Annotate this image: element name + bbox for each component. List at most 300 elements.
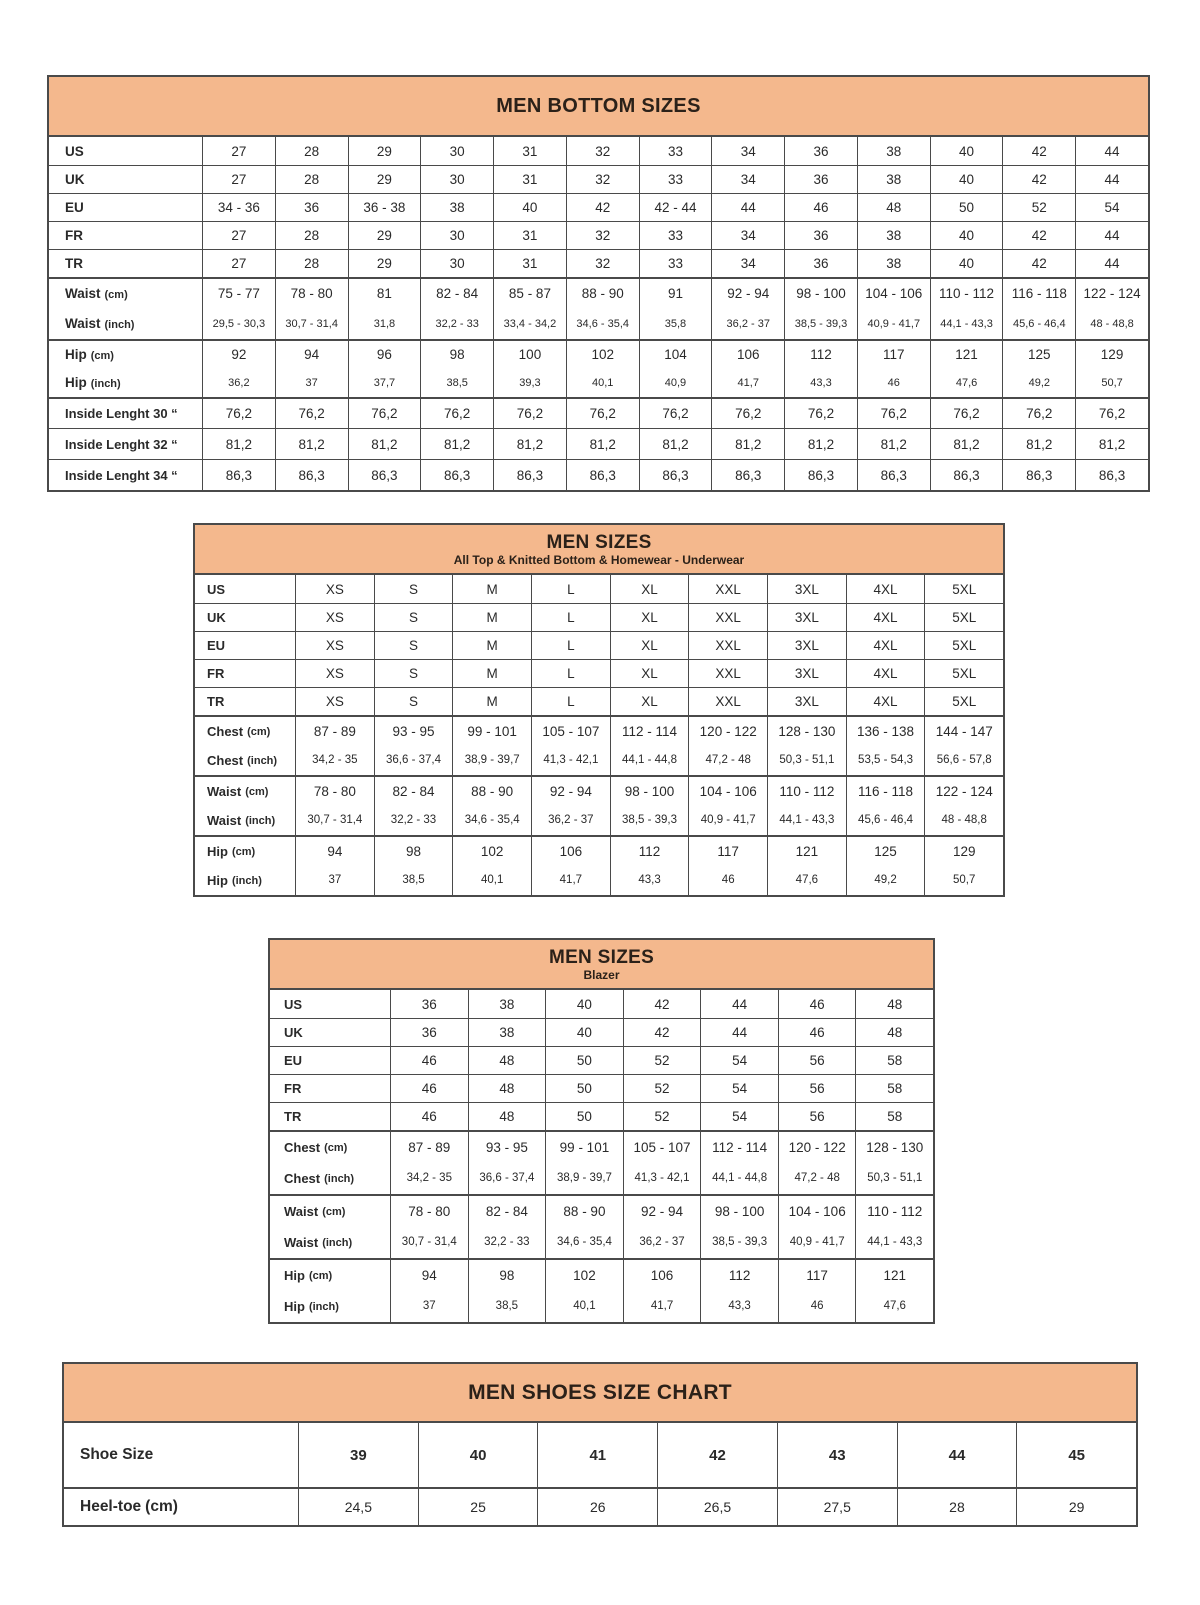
row-label-text: Hip	[207, 872, 228, 888]
size-value-cell: 33	[639, 222, 712, 249]
size-value-cell: 40,9 - 41,7	[857, 308, 930, 339]
size-value-cell: 81	[348, 279, 421, 308]
size-value-cell: 33	[639, 166, 712, 193]
size-value-cell: 4XL	[846, 575, 925, 603]
size-value-cell: 44	[1075, 166, 1148, 193]
size-value-cell: 31	[493, 222, 566, 249]
size-value-cell: 82 - 84	[420, 279, 493, 308]
table-row	[49, 193, 1148, 221]
size-value-cell: 50,3 - 51,1	[767, 745, 846, 775]
size-value-cell: 88 - 90	[452, 777, 531, 805]
row-label	[195, 717, 295, 745]
row-label-text: EU	[207, 638, 226, 653]
size-value-cell: 86,3	[275, 460, 348, 490]
table-title: MEN BOTTOM SIZES	[496, 94, 701, 117]
size-value-cell: 106	[711, 341, 784, 368]
size-value-cell: 31,8	[348, 308, 421, 339]
size-value-cell: 129	[1075, 341, 1148, 368]
size-value-cell: 47,2 - 48	[778, 1162, 856, 1194]
size-value-cell: 42	[623, 990, 701, 1018]
size-value-cell: 34	[711, 166, 784, 193]
row-label-unit: (inch)	[104, 318, 135, 331]
size-value-cell: 46	[390, 1103, 468, 1130]
table-row	[195, 835, 1003, 865]
size-value-cell: 48	[855, 990, 933, 1018]
size-value-cell: 76,2	[275, 399, 348, 428]
table-row	[49, 397, 1148, 428]
size-value-cell: 25	[418, 1489, 538, 1525]
size-value-cell: 85 - 87	[493, 279, 566, 308]
size-value-cell: 99 - 101	[545, 1132, 623, 1162]
row-label	[49, 429, 202, 459]
size-value-cell: 129	[924, 837, 1003, 865]
size-value-cell: XS	[295, 575, 374, 603]
size-value-cell: 34,2 - 35	[295, 745, 374, 775]
size-value-cell: 92 - 94	[531, 777, 610, 805]
row-label-unit: (inch)	[231, 875, 262, 887]
size-value-cell: 38,5	[420, 368, 493, 397]
row-label-text: Chest	[284, 1170, 321, 1186]
size-value-cell: 86,3	[639, 460, 712, 490]
row-label-unit: (cm)	[231, 846, 256, 858]
table-header	[270, 940, 933, 990]
row-label-text: FR	[65, 228, 83, 243]
row-label-unit: (cm)	[324, 1142, 348, 1154]
size-value-cell: 98 - 100	[610, 777, 689, 805]
size-value-cell: 78 - 80	[295, 777, 374, 805]
table-row	[49, 459, 1148, 490]
table-row	[49, 339, 1148, 368]
size-value-cell: 44,1 - 43,3	[930, 308, 1003, 339]
size-value-cell: 38,5 - 39,3	[610, 805, 689, 835]
size-value-cell: 36 - 38	[348, 194, 421, 221]
size-value-cell: 86,3	[1002, 460, 1075, 490]
size-value-cell: 125	[1002, 341, 1075, 368]
size-value-cell: 125	[846, 837, 925, 865]
size-value-cell: 36,2	[202, 368, 275, 397]
size-value-cell: 54	[700, 1103, 778, 1130]
size-value-cell: 117	[778, 1260, 856, 1290]
size-value-cell: 37,7	[348, 368, 421, 397]
men-shoes-size-chart-table	[62, 1362, 1138, 1527]
size-value-cell: 54	[700, 1075, 778, 1102]
table-row	[195, 745, 1003, 775]
table-row	[64, 1423, 1136, 1487]
size-value-cell: 30,7 - 31,4	[295, 805, 374, 835]
size-value-cell: XL	[610, 575, 689, 603]
size-value-cell: 28	[275, 137, 348, 165]
row-label	[49, 137, 202, 165]
size-value-cell: 105 - 107	[531, 717, 610, 745]
size-value-cell: 104 - 106	[778, 1196, 856, 1226]
size-value-cell: 44	[1075, 222, 1148, 249]
row-label-unit: (inch)	[308, 1301, 339, 1313]
table-row	[195, 775, 1003, 805]
size-value-cell: 40,1	[566, 368, 639, 397]
size-value-cell: 86,3	[711, 460, 784, 490]
size-value-cell: 86,3	[348, 460, 421, 490]
size-value-cell: 128 - 130	[767, 717, 846, 745]
size-value-cell: 42	[657, 1423, 777, 1487]
size-value-cell: 81,2	[639, 429, 712, 459]
row-label	[270, 1019, 390, 1046]
size-value-cell: 24,5	[298, 1489, 418, 1525]
size-value-cell: 76,2	[566, 399, 639, 428]
row-label-text: TR	[207, 694, 225, 709]
size-value-cell: 112 - 114	[700, 1132, 778, 1162]
size-value-cell: 34,6 - 35,4	[452, 805, 531, 835]
size-value-cell: 36	[784, 137, 857, 165]
size-value-cell: 58	[855, 1075, 933, 1102]
table-row	[270, 1046, 933, 1074]
row-label-text: Hip	[284, 1298, 305, 1314]
size-value-cell: 48	[855, 1019, 933, 1046]
size-value-cell: 105 - 107	[623, 1132, 701, 1162]
table-row	[270, 1130, 933, 1162]
size-value-cell: 46	[778, 990, 856, 1018]
size-value-cell: L	[531, 632, 610, 659]
row-label-text: UK	[65, 172, 85, 187]
size-value-cell: 52	[623, 1103, 701, 1130]
row-label-text: UK	[284, 1025, 303, 1040]
size-value-cell: XXL	[688, 575, 767, 603]
size-value-cell: 27	[202, 222, 275, 249]
size-value-cell: 4XL	[846, 604, 925, 631]
table-row	[195, 805, 1003, 835]
table-row	[195, 865, 1003, 895]
size-value-cell: 35,8	[639, 308, 712, 339]
row-label	[49, 194, 202, 221]
size-value-cell: 86,3	[1075, 460, 1148, 490]
row-label	[195, 837, 295, 865]
size-value-cell: 52	[623, 1075, 701, 1102]
table-row	[270, 1102, 933, 1130]
size-value-cell: 82 - 84	[374, 777, 453, 805]
size-value-cell: 76,2	[202, 399, 275, 428]
size-value-cell: 75 - 77	[202, 279, 275, 308]
row-label-text: Inside Lenght 34 “	[65, 467, 178, 483]
size-value-cell: 47,6	[855, 1290, 933, 1322]
table-row	[195, 715, 1003, 745]
table-subtitle: Blazer	[583, 967, 620, 982]
size-value-cell: 44	[1075, 137, 1148, 165]
size-value-cell: 42	[1002, 137, 1075, 165]
size-value-cell: 40	[418, 1423, 538, 1487]
table-row	[270, 1018, 933, 1046]
size-value-cell: 31	[493, 166, 566, 193]
row-label	[195, 805, 295, 835]
table-row	[270, 1226, 933, 1258]
row-label-text: US	[207, 581, 226, 597]
size-value-cell: 81,2	[857, 429, 930, 459]
size-value-cell: XL	[610, 604, 689, 631]
size-value-cell: 81,2	[1002, 429, 1075, 459]
size-value-cell: 44	[700, 990, 778, 1018]
size-value-cell: 106	[531, 837, 610, 865]
size-value-cell: 94	[275, 341, 348, 368]
size-value-cell: 41,7	[623, 1290, 701, 1322]
size-value-cell: 33,4 - 34,2	[493, 308, 566, 339]
size-value-cell: 92 - 94	[623, 1196, 701, 1226]
row-label	[270, 1075, 390, 1102]
size-value-cell: 28	[275, 222, 348, 249]
size-value-cell: 46	[778, 1019, 856, 1046]
table-row	[49, 368, 1148, 397]
size-value-cell: 41,3 - 42,1	[531, 745, 610, 775]
size-value-cell: 56	[778, 1047, 856, 1074]
size-value-cell: 41,7	[531, 865, 610, 895]
size-value-cell: 28	[275, 166, 348, 193]
size-value-cell: 33	[639, 250, 712, 277]
size-value-cell: 37	[275, 368, 348, 397]
table-row	[49, 165, 1148, 193]
row-label-text: Waist	[65, 286, 101, 301]
size-value-cell: 29	[1016, 1489, 1136, 1525]
size-value-cell: 88 - 90	[566, 279, 639, 308]
size-value-cell: 43,3	[700, 1290, 778, 1322]
row-label-unit: (inch)	[90, 377, 121, 390]
table-row	[49, 308, 1148, 339]
size-value-cell: 27,5	[777, 1489, 897, 1525]
size-value-cell: 32,2 - 33	[420, 308, 493, 339]
size-value-cell: 38,5 - 39,3	[700, 1226, 778, 1258]
row-label	[195, 777, 295, 805]
table-header	[64, 1364, 1136, 1423]
size-value-cell: 52	[1002, 194, 1075, 221]
size-value-cell: 38,5 - 39,3	[784, 308, 857, 339]
row-label-text: Hip	[65, 375, 87, 390]
table-subtitle: All Top & Knitted Bottom & Homewear - Underwear	[453, 552, 745, 567]
row-label	[270, 990, 390, 1018]
size-value-cell: L	[531, 575, 610, 603]
row-label-text: FR	[207, 666, 225, 681]
size-value-cell: 112	[784, 341, 857, 368]
row-label	[49, 460, 202, 490]
row-label	[195, 745, 295, 775]
row-label-unit: (cm)	[245, 786, 269, 798]
table-body	[270, 990, 933, 1322]
size-value-cell: 87 - 89	[295, 717, 374, 745]
size-value-cell: 4XL	[846, 688, 925, 715]
row-label	[270, 1162, 390, 1194]
size-value-cell: 32	[566, 137, 639, 165]
row-label	[49, 308, 202, 339]
row-label-text: UK	[207, 610, 226, 625]
size-value-cell: 54	[700, 1047, 778, 1074]
size-value-cell: 56,6 - 57,8	[924, 745, 1003, 775]
row-label	[270, 1260, 390, 1290]
row-label	[195, 575, 295, 603]
size-value-cell: 98 - 100	[700, 1196, 778, 1226]
size-value-cell: S	[374, 688, 453, 715]
size-value-cell: 92	[202, 341, 275, 368]
size-value-cell: 38	[857, 137, 930, 165]
size-value-cell: 5XL	[924, 604, 1003, 631]
size-value-cell: L	[531, 688, 610, 715]
row-label-text: Chest	[207, 723, 244, 739]
size-value-cell: 32,2 - 33	[468, 1226, 546, 1258]
table-row	[270, 1258, 933, 1290]
size-value-cell: XXL	[688, 604, 767, 631]
row-label	[49, 166, 202, 193]
row-label	[270, 1047, 390, 1074]
size-value-cell: 30	[420, 250, 493, 277]
size-value-cell: 41,3 - 42,1	[623, 1162, 701, 1194]
size-value-cell: 78 - 80	[390, 1196, 468, 1226]
size-value-cell: 30,7 - 31,4	[390, 1226, 468, 1258]
size-value-cell: 48 - 48,8	[1075, 308, 1148, 339]
table-row	[49, 221, 1148, 249]
row-label-unit: (cm)	[104, 288, 128, 301]
size-value-cell: 136 - 138	[846, 717, 925, 745]
size-value-cell: XL	[610, 660, 689, 687]
size-value-cell: 38,5	[468, 1290, 546, 1322]
size-value-cell: 81,2	[784, 429, 857, 459]
size-value-cell: 38	[857, 166, 930, 193]
size-value-cell: XL	[610, 688, 689, 715]
row-label-text: US	[284, 996, 303, 1012]
size-value-cell: 40	[930, 250, 1003, 277]
size-value-cell: 86,3	[420, 460, 493, 490]
size-value-cell: 106	[623, 1260, 701, 1290]
size-value-cell: 40,1	[452, 865, 531, 895]
size-value-cell: 5XL	[924, 632, 1003, 659]
size-value-cell: 34	[711, 250, 784, 277]
size-value-cell: 36,6 - 37,4	[374, 745, 453, 775]
size-value-cell: 40,9	[639, 368, 712, 397]
size-value-cell: 42 - 44	[639, 194, 712, 221]
size-value-cell: L	[531, 660, 610, 687]
size-value-cell: 50	[930, 194, 1003, 221]
size-value-cell: 41,7	[711, 368, 784, 397]
row-label-text: EU	[284, 1053, 303, 1068]
size-value-cell: 100	[493, 341, 566, 368]
size-value-cell: 44,1 - 43,3	[767, 805, 846, 835]
size-value-cell: 38	[420, 194, 493, 221]
size-value-cell: 121	[855, 1260, 933, 1290]
row-label	[49, 279, 202, 308]
size-value-cell: 50,7	[1075, 368, 1148, 397]
size-value-cell: S	[374, 604, 453, 631]
row-label	[270, 1226, 390, 1258]
size-value-cell: 104 - 106	[688, 777, 767, 805]
size-value-cell: 36,2 - 37	[531, 805, 610, 835]
size-value-cell: 93 - 95	[468, 1132, 546, 1162]
size-value-cell: 76,2	[420, 399, 493, 428]
size-value-cell: 45,6 - 46,4	[846, 805, 925, 835]
size-value-cell: 44,1 - 44,8	[700, 1162, 778, 1194]
size-value-cell: 44	[711, 194, 784, 221]
size-value-cell: 30,7 - 31,4	[275, 308, 348, 339]
size-value-cell: 88 - 90	[545, 1196, 623, 1226]
size-value-cell: 76,2	[639, 399, 712, 428]
size-value-cell: 36	[784, 222, 857, 249]
size-value-cell: 99 - 101	[452, 717, 531, 745]
size-value-cell: 76,2	[348, 399, 421, 428]
size-value-cell: 5XL	[924, 660, 1003, 687]
table-row	[270, 1074, 933, 1102]
size-value-cell: XL	[610, 632, 689, 659]
size-value-cell: 47,6	[930, 368, 1003, 397]
size-value-cell: 46	[688, 865, 767, 895]
size-value-cell: 4XL	[846, 660, 925, 687]
size-value-cell: 58	[855, 1047, 933, 1074]
row-label-unit: (inch)	[245, 815, 276, 827]
men-bottom-sizes-table	[47, 75, 1150, 492]
size-value-cell: 86,3	[202, 460, 275, 490]
size-value-cell: 34,2 - 35	[390, 1162, 468, 1194]
size-value-cell: 94	[390, 1260, 468, 1290]
size-value-cell: 40,9 - 41,7	[778, 1226, 856, 1258]
size-value-cell: 36,6 - 37,4	[468, 1162, 546, 1194]
size-value-cell: 112	[700, 1260, 778, 1290]
row-label-text: TR	[65, 256, 83, 271]
size-value-cell: 50,3 - 51,1	[855, 1162, 933, 1194]
size-value-cell: 40	[930, 222, 1003, 249]
size-value-cell: 86,3	[566, 460, 639, 490]
table-row	[49, 277, 1148, 308]
size-value-cell: XXL	[688, 632, 767, 659]
size-value-cell: M	[452, 688, 531, 715]
size-value-cell: 3XL	[767, 632, 846, 659]
row-label-unit: (cm)	[322, 1206, 346, 1218]
size-value-cell: 32	[566, 166, 639, 193]
table-title: MEN SHOES SIZE CHART	[468, 1380, 732, 1404]
size-value-cell: 38,5	[374, 865, 453, 895]
size-value-cell: 4XL	[846, 632, 925, 659]
row-label	[64, 1489, 298, 1525]
row-label	[270, 1132, 390, 1162]
size-value-cell: 45	[1016, 1423, 1136, 1487]
size-value-cell: 76,2	[493, 399, 566, 428]
table-row	[195, 659, 1003, 687]
size-value-cell: 48	[468, 1075, 546, 1102]
size-value-cell: 37	[390, 1290, 468, 1322]
table-row	[49, 428, 1148, 459]
size-value-cell: 52	[623, 1047, 701, 1074]
size-value-cell: 32	[566, 222, 639, 249]
size-value-cell: 42	[566, 194, 639, 221]
row-label	[49, 399, 202, 428]
size-value-cell: 46	[390, 1047, 468, 1074]
size-value-cell: 42	[1002, 166, 1075, 193]
row-label-text: US	[65, 143, 84, 159]
size-value-cell: 3XL	[767, 604, 846, 631]
table-row	[195, 687, 1003, 715]
size-value-cell: 76,2	[1002, 399, 1075, 428]
size-value-cell: 117	[857, 341, 930, 368]
size-value-cell: 49,2	[846, 865, 925, 895]
size-value-cell: 44	[1075, 250, 1148, 277]
size-value-cell: 46	[857, 368, 930, 397]
size-value-cell: 50	[545, 1075, 623, 1102]
size-value-cell: 54	[1075, 194, 1148, 221]
size-value-cell: 40	[545, 990, 623, 1018]
size-value-cell: 43	[777, 1423, 897, 1487]
size-value-cell: 81,2	[348, 429, 421, 459]
size-value-cell: 76,2	[857, 399, 930, 428]
size-value-cell: 28	[275, 250, 348, 277]
size-value-cell: 122 - 124	[1075, 279, 1148, 308]
size-value-cell: 81,2	[493, 429, 566, 459]
size-value-cell: 76,2	[930, 399, 1003, 428]
size-value-cell: 36	[784, 250, 857, 277]
size-value-cell: 31	[493, 250, 566, 277]
size-value-cell: XXL	[688, 660, 767, 687]
size-value-cell: 47,2 - 48	[688, 745, 767, 775]
size-value-cell: 30	[420, 137, 493, 165]
size-value-cell: 28	[897, 1489, 1017, 1525]
